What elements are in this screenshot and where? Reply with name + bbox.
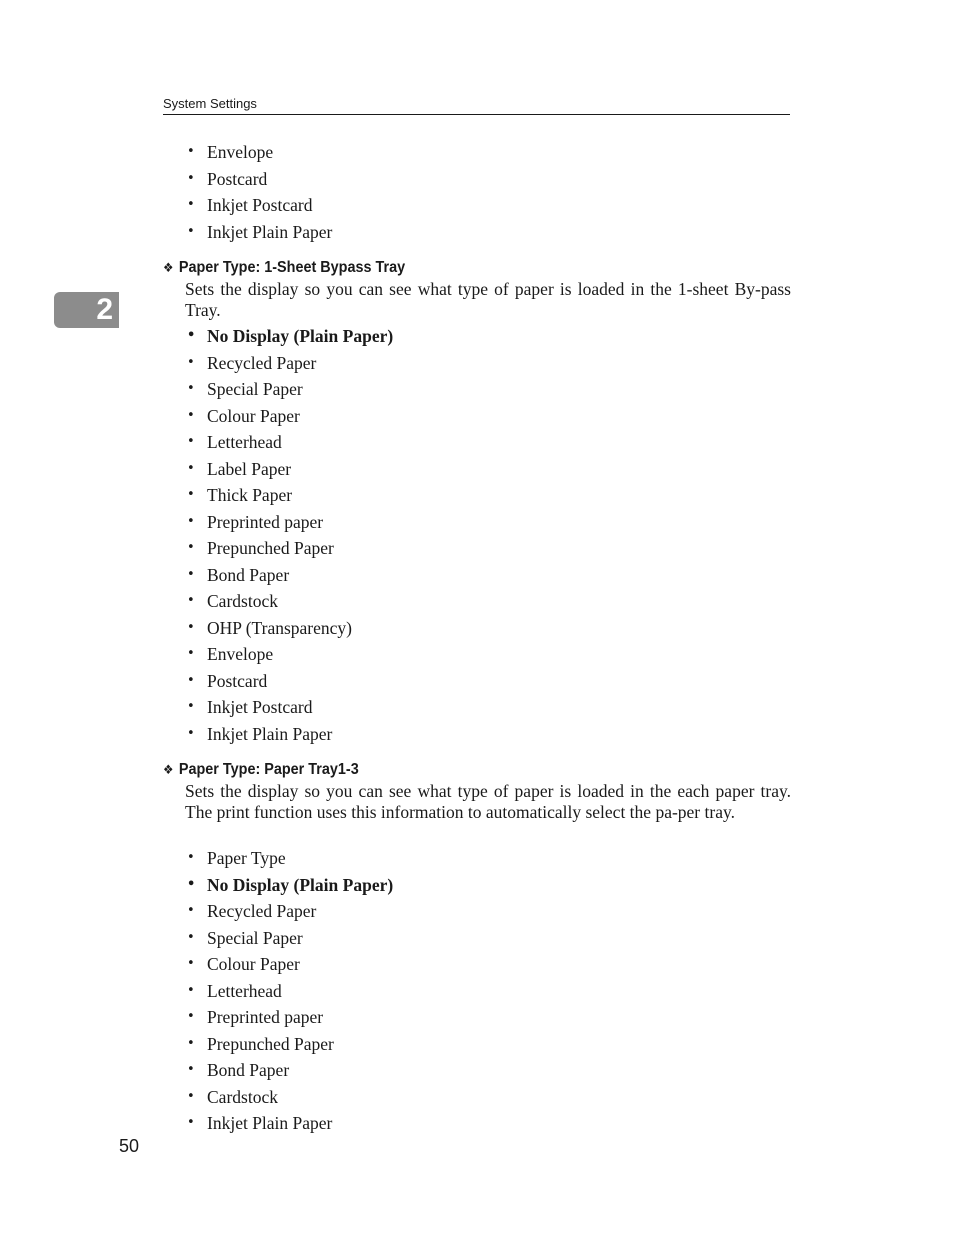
tray-list-block xyxy=(185,845,791,1137)
list-item: • Thick Paper xyxy=(185,482,791,509)
running-header: System Settings xyxy=(163,96,790,115)
list-item: • OHP (Transparency) xyxy=(185,615,791,642)
page-number: 50 xyxy=(119,1136,140,1156)
list-item: • Preprinted paper xyxy=(185,509,791,536)
list-item: • Letterhead xyxy=(185,429,791,456)
list-item: • Envelope xyxy=(185,139,791,166)
bypass-section-heading xyxy=(163,258,405,279)
tray-list xyxy=(185,845,791,872)
list-item: • Colour Paper xyxy=(185,951,791,978)
list-item: • Prepunched Paper xyxy=(185,1031,791,1058)
list-item: • Bond Paper xyxy=(185,562,791,589)
list-item: • Inkjet Plain Paper xyxy=(185,1110,791,1137)
diamond-bullet-icon: ❖ xyxy=(163,261,174,276)
list-item: • Bond Paper xyxy=(185,1057,791,1084)
list-item: • Special Paper xyxy=(185,376,791,403)
diamond-bullet-icon: ❖ xyxy=(163,763,174,778)
tray-section-heading xyxy=(163,760,359,781)
list-item-default: • No Display (Plain Paper) xyxy=(185,872,791,899)
list-item: • Special Paper xyxy=(185,925,791,952)
list-item: • Label Paper xyxy=(185,456,791,483)
list-item: • Recycled Paper xyxy=(185,350,791,377)
top-list-block xyxy=(185,139,791,245)
tray-heading-text: Paper Type: Paper Tray1-3 xyxy=(178,761,359,778)
list-item: • Letterhead xyxy=(185,978,791,1005)
bypass-list xyxy=(185,323,791,747)
list-item: • Postcard xyxy=(185,166,791,193)
list-item: • Inkjet Plain Paper xyxy=(185,721,791,748)
tray-section-description: Sets the display so you can see what type of paper is loaded in the each paper tray. The print function uses this information to automatically select the pa-per tray. xyxy=(185,781,791,822)
list-item-paper-type: • Paper Type xyxy=(185,845,791,872)
list-item: • Prepunched Paper xyxy=(185,535,791,562)
list-item: • Recycled Paper xyxy=(185,898,791,925)
list-item: • Cardstock xyxy=(185,1084,791,1111)
bypass-heading-text: Paper Type: 1-Sheet Bypass Tray xyxy=(178,259,406,276)
list-item: • Preprinted paper xyxy=(185,1004,791,1031)
list-item: • Inkjet Postcard xyxy=(185,694,791,721)
chapter-tab: 2 xyxy=(54,292,119,328)
list-item: • Envelope xyxy=(185,641,791,668)
bypass-list-block xyxy=(185,323,791,747)
list-item: • Inkjet Postcard xyxy=(185,192,791,219)
list-item: • Colour Paper xyxy=(185,403,791,430)
top-list xyxy=(185,139,791,245)
list-item: • Inkjet Plain Paper xyxy=(185,219,791,246)
list-item: • Postcard xyxy=(185,668,791,695)
list-item-default: • No Display (Plain Paper) xyxy=(185,323,791,350)
bypass-section-description: Sets the display so you can see what type of paper is loaded in the 1-sheet By-pass Tray. xyxy=(185,279,791,320)
tray-sub-list xyxy=(185,872,791,1137)
list-item: • Cardstock xyxy=(185,588,791,615)
